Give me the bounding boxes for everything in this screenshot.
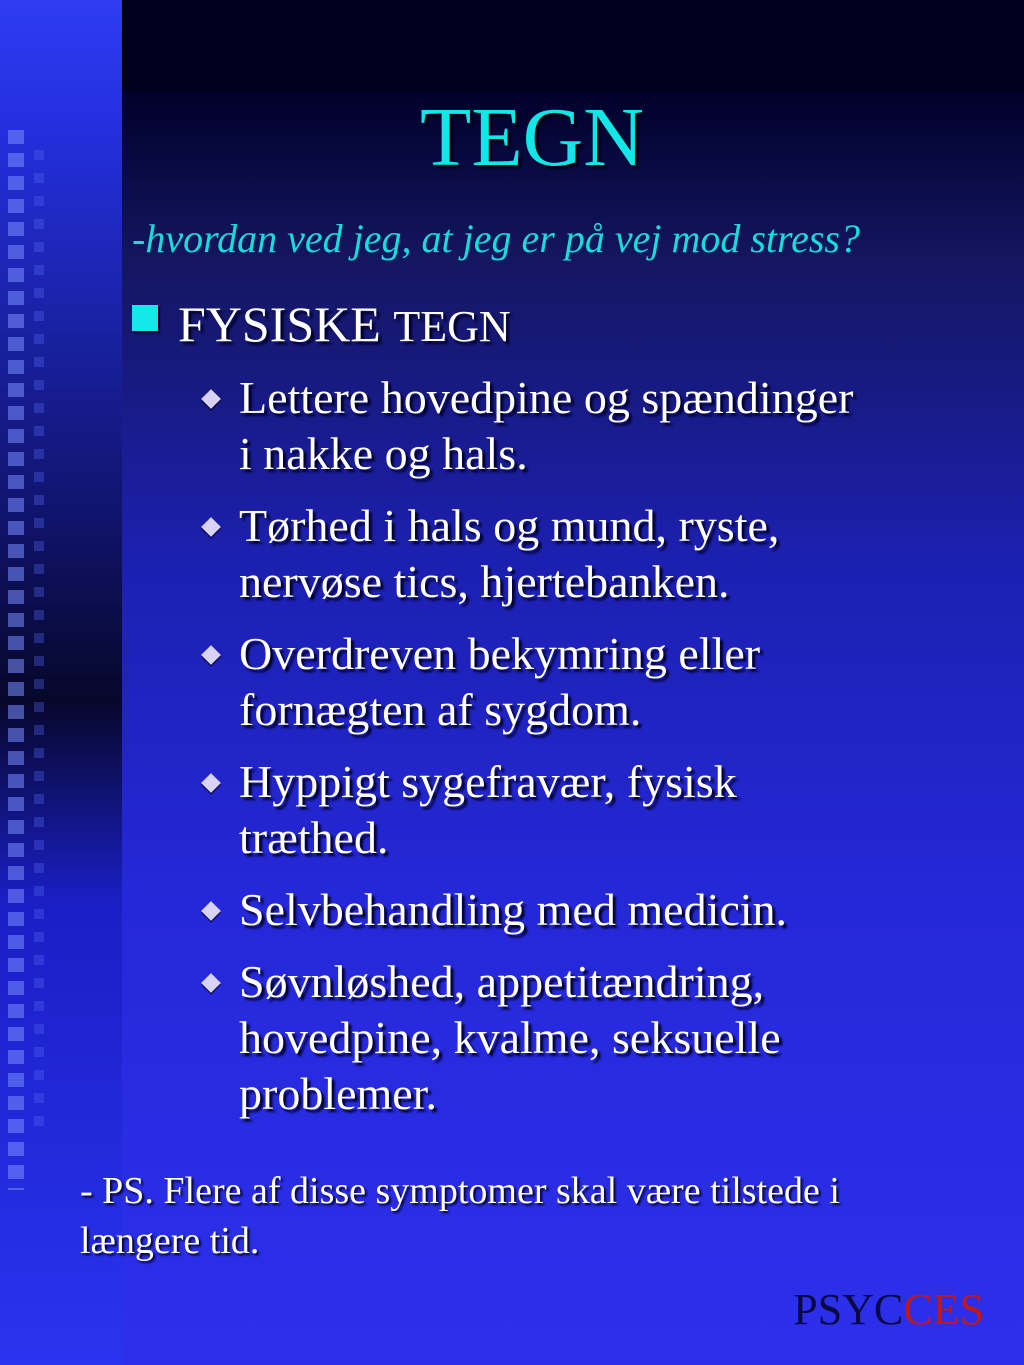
strip-squares-pattern-secondary <box>34 150 44 1130</box>
slide-subtitle: -hvordan ved jeg, at jeg er på vej mod stress? <box>132 216 860 261</box>
logo-part-red: CES <box>903 1285 984 1334</box>
diamond-bullet-icon <box>201 517 221 537</box>
list-item-line: Tørhed i hals og mund, ryste, <box>239 500 780 551</box>
list-item-line: nervøse tics, hjertebanken. <box>239 556 730 607</box>
list-item-line: Søvnløshed, appetitændring, <box>239 956 765 1007</box>
list-item-line: fornægten af sygdom. <box>239 684 642 735</box>
list-item <box>198 498 998 610</box>
diamond-bullet-icon <box>201 645 221 665</box>
diamond-bullet-icon <box>201 773 221 793</box>
section-label-small: TEGN <box>393 302 511 351</box>
footnote <box>80 1166 1000 1266</box>
diamond-bullet-icon <box>201 389 221 409</box>
symptom-list <box>198 370 998 1138</box>
footnote-line: længere tid. <box>80 1220 260 1262</box>
list-item <box>198 882 998 938</box>
list-item-line: Lettere hovedpine og spændinger <box>239 372 854 423</box>
list-item <box>198 370 998 482</box>
diamond-bullet-icon <box>201 901 221 921</box>
square-bullet-icon <box>132 305 158 331</box>
diamond-bullet-icon <box>201 973 221 993</box>
section-heading <box>132 292 511 359</box>
list-item-line: Hyppigt sygefravær, fysisk <box>239 756 737 807</box>
strip-squares-pattern <box>8 130 24 1190</box>
list-item <box>198 626 998 738</box>
list-item-line: problemer. <box>239 1068 437 1119</box>
footnote-line: - PS. Flere af disse symptomer skal være tilstede i <box>80 1170 840 1212</box>
list-item-line: i nakke og hals. <box>239 428 528 479</box>
logo-part-dark: PSYC <box>793 1285 904 1334</box>
list-item-line: hovedpine, kvalme, seksuelle <box>239 1012 781 1063</box>
top-dark-band <box>122 0 1024 92</box>
list-item <box>198 754 998 866</box>
slide-title: TEGN <box>420 91 644 184</box>
psycces-logo <box>793 1282 984 1338</box>
list-item-line: træthed. <box>239 812 389 863</box>
list-item-line: Overdreven bekymring eller <box>239 628 761 679</box>
list-item-line: Selvbehandling med medicin. <box>239 884 788 935</box>
left-decorative-strip <box>0 0 122 1365</box>
section-label-large: FYSISKE <box>178 296 381 352</box>
list-item <box>198 954 998 1122</box>
